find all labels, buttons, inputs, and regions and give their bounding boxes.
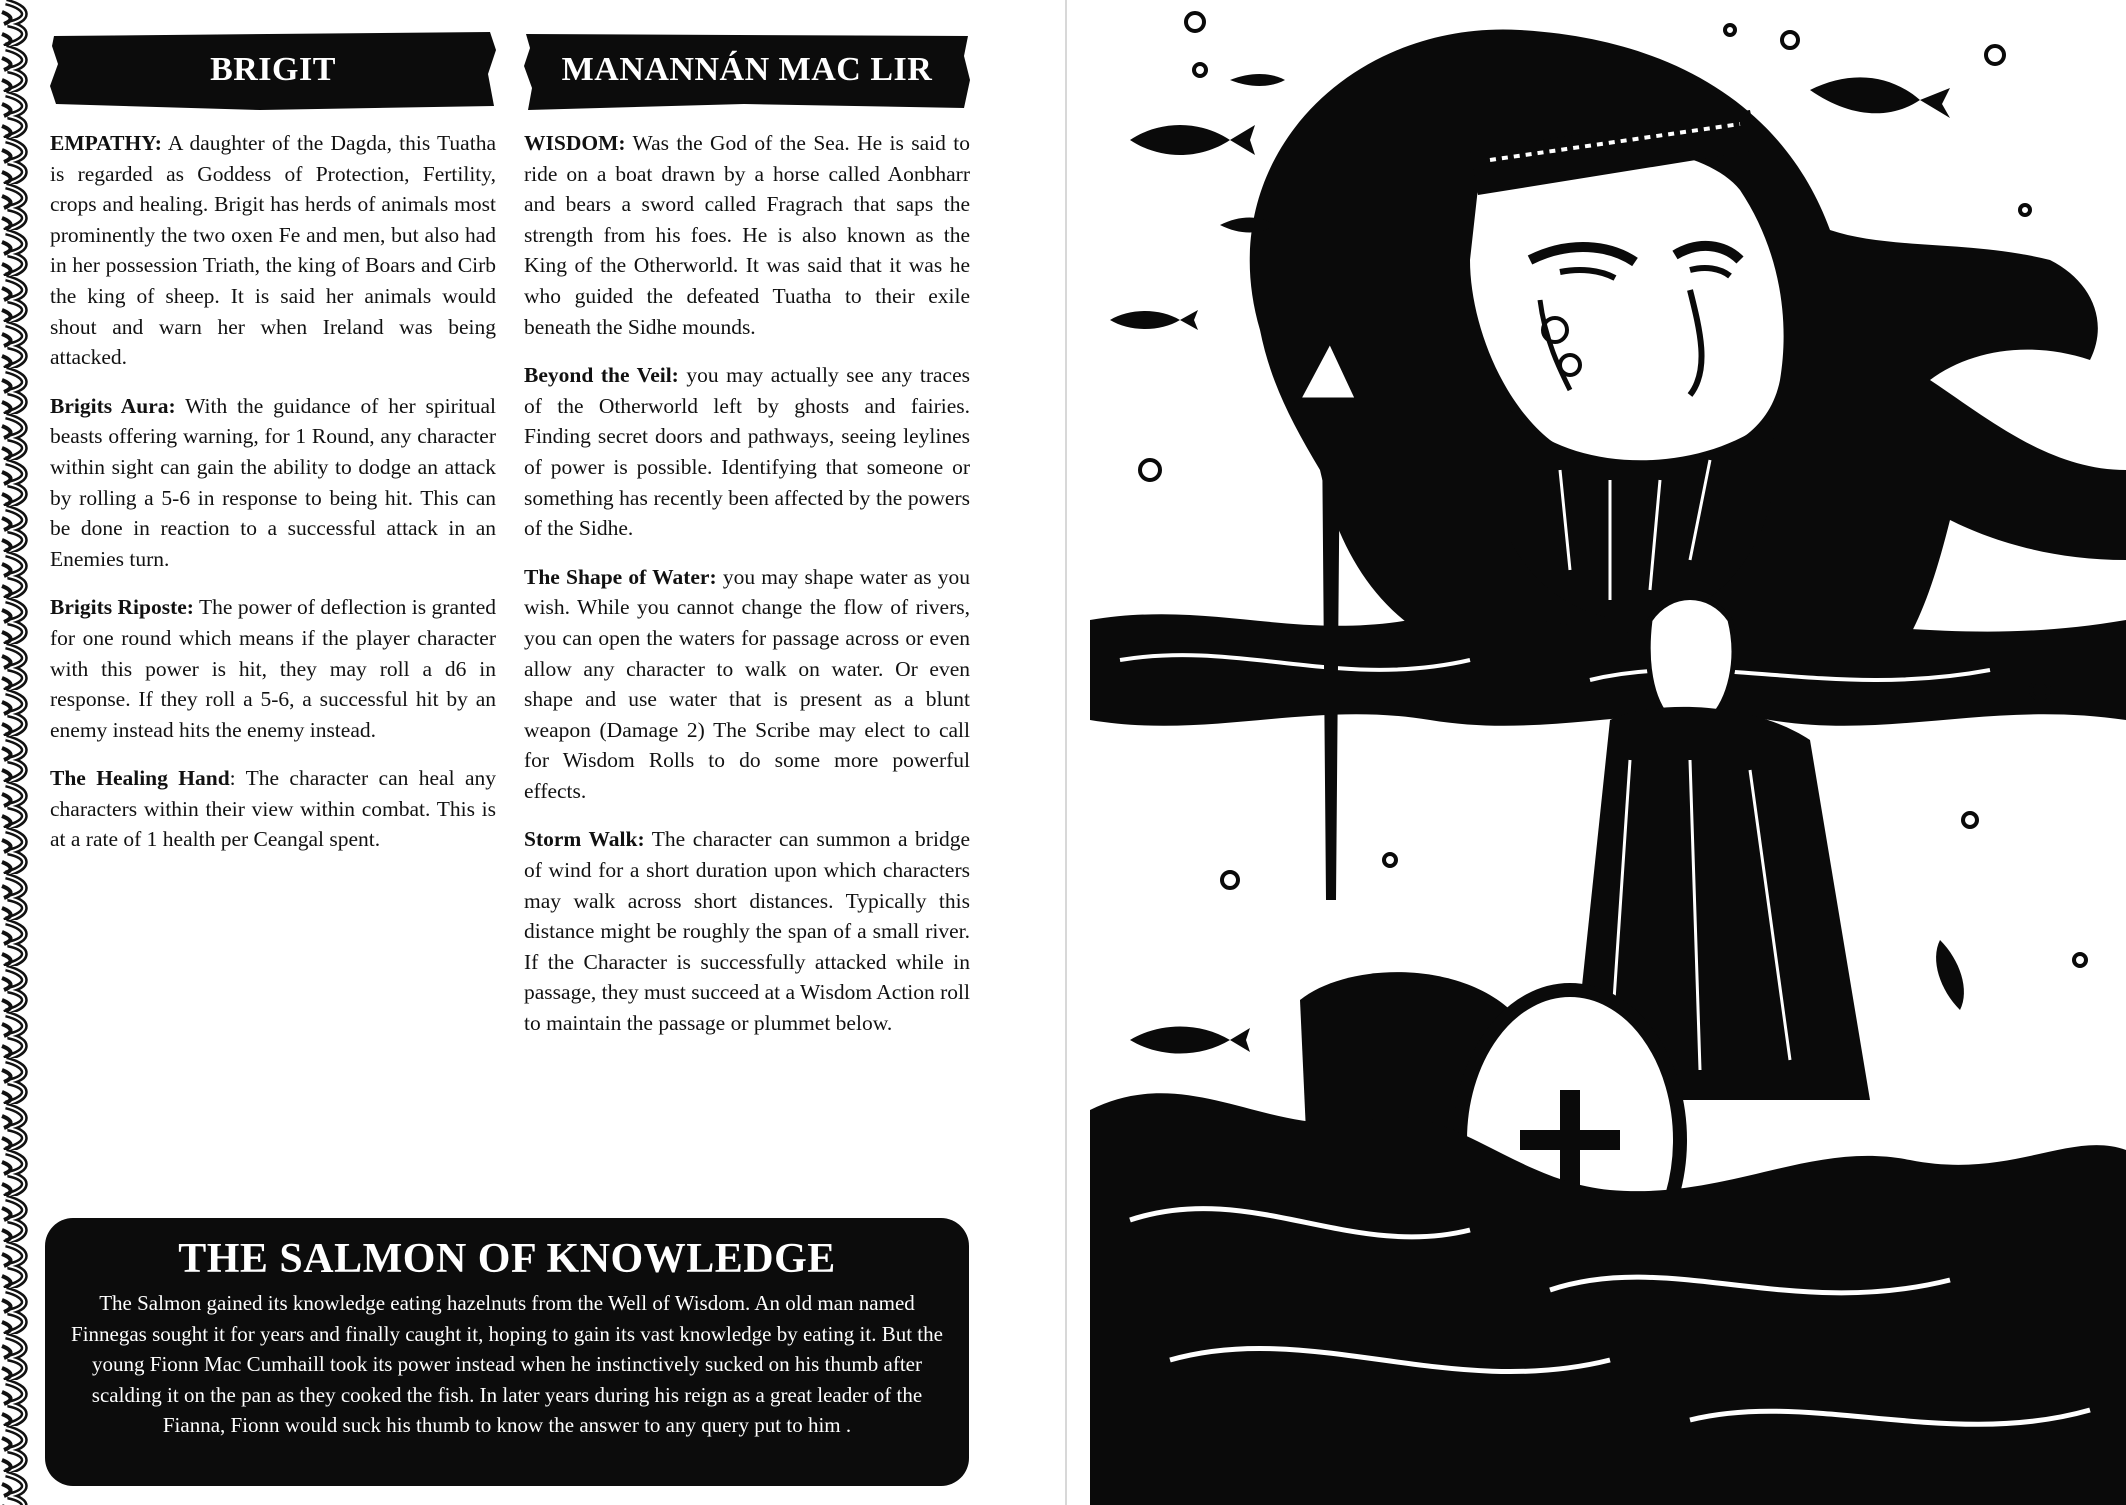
- manannan-paragraph-storm-walk: [524, 824, 970, 1038]
- paragraph-heading: Brigits Aura:: [50, 393, 176, 418]
- paragraph-heading: Beyond the Veil:: [524, 363, 679, 388]
- paragraph-heading: WISDOM:: [524, 131, 626, 155]
- salmon-of-knowledge-box: [45, 1218, 969, 1486]
- brigit-paragraph-aura: [50, 391, 496, 575]
- paragraph-text: With the guidance of her spiritual beasts offering warning, for 1 Round, any character within sight can gain the ability to dodge an attack by rolling a 5-6 in response to being hit. This can be done in reaction to a successful attack in an Enemies turn.: [50, 393, 496, 571]
- brigit-paragraph-healing-hand: [50, 763, 496, 855]
- paragraph-heading: The Healing Hand: [50, 766, 230, 791]
- paragraph-text: you may actually see any traces of the Otherworld left by ghosts and fairies. Finding secret doors and pathways, seeing leylines of power is possible. Identifying that someone or something has recently been affected by the powers of the Sidhe.: [524, 363, 970, 541]
- paragraph-heading: Brigits Riposte:: [50, 595, 194, 620]
- brigit-banner: [50, 30, 496, 110]
- salmon-body: The Salmon gained its knowledge eating hazelnuts from the Well of Wisdom. An old man named Finnegas sought it for years and finally caught it, hoping to gain its vast knowledge by eating it. But the young Fionn Mac Cumhaill took its power instead when he instinctively sucked on his thumb after scalding it on the pan as they cooked the fish. In later years during his reign as a great leader of the Fianna, Fionn would suck his thumb to know the answer to any query put to him .: [71, 1291, 943, 1437]
- page-gutter: [1065, 0, 1067, 1505]
- paragraph-text: Was the God of the Sea. He is said to ride on a boat drawn by a horse called Aonbharr and bears a sword called Fragrach that saps the strength from his foes. He is also known as the King of the Otherworld. It was said that it was he who guided the defeated Tuatha to their exile beneath the Sidhe mounds.: [524, 131, 970, 339]
- manannan-paragraph-wisdom: [524, 128, 970, 342]
- manannan-title: MANANNÁN MAC LIR: [561, 51, 933, 88]
- paragraph-heading: EMPATHY:: [50, 131, 162, 155]
- paragraph-text: The character can summon a bridge of wind for a short duration upon which characters may walk across short distances. Typically this distance might be roughly the span of a small river. If the Character is successfully attacked while in passage, they must succeed at a Wisdom Action roll to maintain the passage or plummet below.: [524, 827, 970, 1036]
- brigit-paragraph-empathy: [50, 128, 496, 373]
- brigit-column: [50, 30, 496, 873]
- salmon-title: THE SALMON OF KNOWLEDGE: [178, 1236, 836, 1282]
- manannan-paragraph-beyond-veil: [524, 360, 970, 544]
- paragraph-heading: The Shape of Water:: [524, 564, 717, 589]
- manannan-illustration: [1090, 0, 2126, 1505]
- paragraph-text: : The character can heal any characters within their view within combat. This is at a rate of 1 health per Ceangal spent.: [50, 766, 496, 852]
- paragraph-text: The power of deflection is granted for one round which means if the player character with this power is hit, they may roll a d6 in response. If they roll a 5-6, a successful hit by an enemy instead hits the enemy instead.: [50, 595, 496, 742]
- brigit-title: BRIGIT: [210, 51, 336, 88]
- paragraph-heading: Storm Walk:: [524, 827, 645, 852]
- manannan-column: [524, 30, 970, 1057]
- paragraph-text: you may shape water as you wish. While you cannot change the flow of rivers, you can open the waters for passage across or even allow any character to walk on water. Or even shape and use water that is present as a blunt weapon (Damage 2) The Scribe may elect to call for Wisdom Rolls to do some more powerful effects.: [524, 564, 970, 803]
- celtic-knot-border: [0, 0, 40, 1505]
- manannan-banner: [524, 30, 970, 110]
- manannan-paragraph-shape-water: [524, 562, 970, 807]
- brigit-paragraph-riposte: [50, 592, 496, 745]
- paragraph-text: A daughter of the Dagda, this Tuatha is regarded as Goddess of Protection, Fertility, crops and healing. Brigit has herds of animals most prominently the two oxen Fe and men, but also had in her possession Triath, the king of Boars and Cirb the king of sheep. It is said her animals would shout and warn her when Ireland was being attacked.: [50, 131, 496, 370]
